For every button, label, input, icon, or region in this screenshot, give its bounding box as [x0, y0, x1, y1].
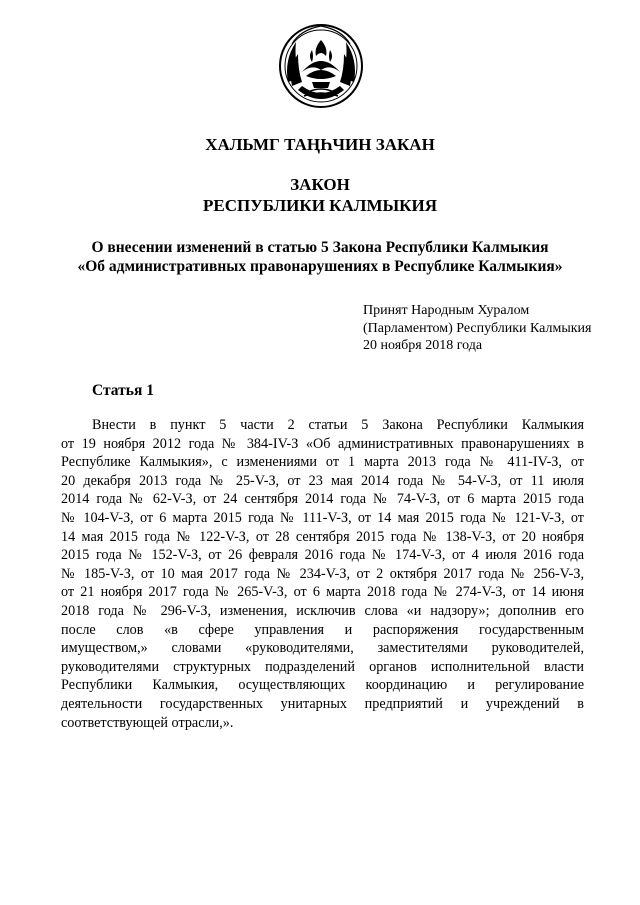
- article-line: № 104-V-З, от 6 марта 2015 года № 111-V-З, от 14 мая 2015 года № 121-V-З, от: [61, 509, 584, 526]
- kalmyk-law-title: ХАЛЬМГ ТАҢҺЧИН ЗАКАН: [205, 135, 435, 154]
- article-body: [61, 416, 584, 732]
- article-line: от 19 ноября 2012 года № 384-IV-З «Об административных правонарушениях в: [61, 435, 584, 452]
- law-subject-line-2: «Об административных правонарушениях в Республике Калмыкия»: [77, 258, 563, 275]
- adoption-date: 20 ноября 2018 года: [363, 338, 483, 353]
- article-line: от 21 ноября 2017 года № 265-V-З, от 6 марта 2018 года № 274-V-З, от 14 июня: [61, 584, 584, 601]
- article-line: 20 декабря 2013 года № 25-V-З, от 23 мая 2014 года № 54-V-З, от 11 июля: [61, 472, 584, 489]
- republic-name: РЕСПУБЛИКИ КАЛМЫКИЯ: [202, 196, 438, 215]
- coat-of-arms-emblem: [278, 20, 364, 110]
- law-subject-line-1: О внесении изменений в статью 5 Закона Республики Калмыкия: [91, 239, 549, 256]
- law-subject: [0, 238, 640, 276]
- law-title: [0, 174, 640, 216]
- article-line: после слов «в сфере управления и распоряжения государственным: [61, 621, 584, 638]
- article-line: Внести в пункт 5 части 2 статьи 5 Закона Республики Калмыкия: [92, 417, 584, 433]
- article-title: Статья 1: [92, 382, 154, 399]
- adoption-note: [363, 302, 591, 355]
- article-line: 2015 года № 152-V-З, от 26 февраля 2016 года № 174-V-З, от 4 июля 2016 года: [61, 547, 584, 564]
- adoption-line-2: (Парламентом) Республики Калмыкия: [363, 320, 592, 336]
- article-line: руководителями структурных подразделений органов исполнительной власти: [61, 658, 584, 675]
- article-line: соответствующей отрасли,».: [61, 714, 234, 731]
- article-line: имуществом,» словами «руководителями, заместителями руководителей,: [61, 640, 584, 657]
- article-line: Республики Калмыкия, осуществляющих координацию и регулирование: [61, 677, 584, 694]
- article-line: 2018 года № 296-V-З, изменения, исключив слова «и надзору»; дополнив его: [61, 602, 584, 619]
- article-line: 14 мая 2015 года № 122-V-З, от 28 сентября 2015 года № 138-V-З, от 20 ноября: [61, 528, 584, 545]
- article-line: деятельности государственных унитарных предприятий и учреждений в: [61, 695, 584, 712]
- article-line: Республике Калмыкия», с изменениями от 1 марта 2013 года № 411-IV-З, от: [61, 454, 584, 471]
- article-line: 2014 года № 62-V-З, от 24 сентября 2014 года № 74-V-З, от 6 марта 2015 года: [61, 491, 584, 508]
- law-word: ЗАКОН: [290, 175, 350, 194]
- adoption-line-1: Принят Народным Хуралом: [363, 303, 530, 318]
- article-line: № 185-V-З, от 10 мая 2017 года № 234-V-З, от 2 октября 2017 года № 256-V-З,: [61, 565, 584, 582]
